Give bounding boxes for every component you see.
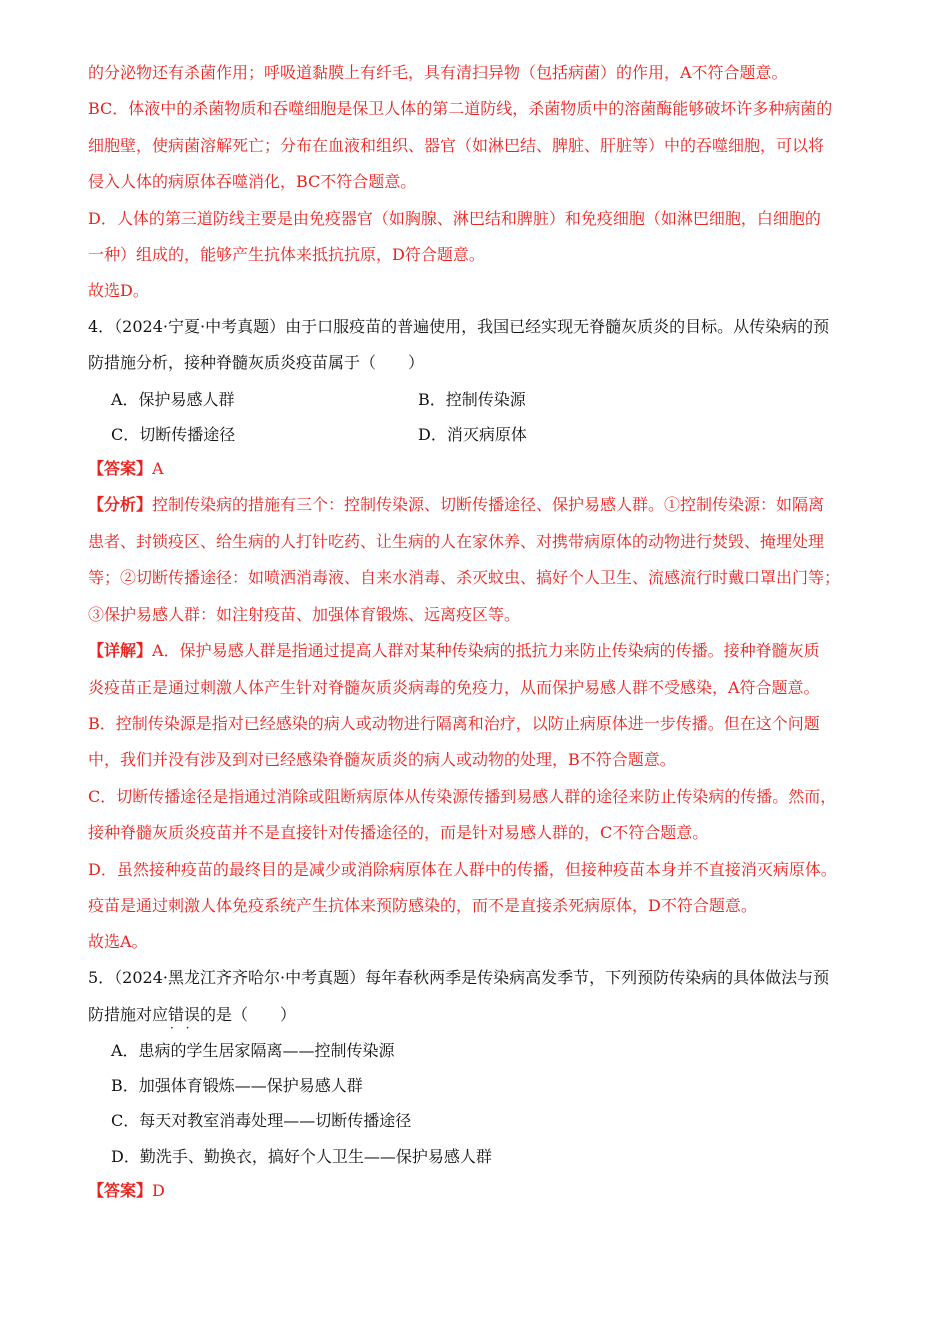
question-4-option-b: B．控制传染源 — [418, 390, 526, 409]
question-4-option-a: A．保护易感人群 — [111, 390, 235, 409]
answer-value: D — [152, 1181, 165, 1200]
detail-text: A．保护易感人群是指通过提高人群对某种传染病的抵抗力来防止传染病的传播。接种脊髓灰质 — [152, 641, 820, 660]
detail-line: 中，我们并没有涉及到对已经感染脊髓灰质炎的病人或动物的处理，B不符合题意。 — [88, 750, 676, 769]
explanation-line: 细胞壁，使病菌溶解死亡；分布在血液和组织、器官（如淋巴结、脾脏、肝脏等）中的吞噬细胞，可以将 — [88, 136, 825, 155]
conclusion-line: 故选D。 — [88, 281, 149, 300]
question-5-option-b: B．加强体育锻炼——保护易感人群 — [111, 1076, 363, 1095]
question-5-answer — [88, 1181, 165, 1201]
analysis-line: 患者、封锁疫区、给生病的人打针吃药、让生病的人在家休养、对携带病原体的动物进行焚毁、掩埋处理 — [88, 532, 825, 551]
question-4-analysis — [88, 495, 824, 515]
question-5-option-a: A．患病的学生居家隔离——控制传染源 — [111, 1041, 395, 1060]
conclusion-line: 故选A。 — [88, 932, 148, 951]
detail-tag: 【详解】 — [88, 641, 153, 660]
explanation-line: BC．体液中的杀菌物质和吞噬细胞是保卫人体的第二道防线，杀菌物质中的溶菌酶能够破坏许多种病菌的 — [88, 99, 833, 118]
stem-text: 的是（ ） — [200, 1005, 297, 1024]
detail-line: 接种脊髓灰质炎疫苗并不是直接针对传播途径的，而是针对易感人群的，C不符合题意。 — [88, 823, 709, 842]
analysis-text: 控制传染病的措施有三个：控制传染源、切断传播途径、保护易感人群。①控制传染源：如隔离 — [152, 495, 825, 514]
analysis-line: 等；②切断传播途径：如喷洒消毒液、自来水消毒、杀灭蚊虫、搞好个人卫生、流感流行时戴口罩出门等； — [88, 568, 841, 587]
detail-line: C．切断传播途径是指通过消除或阻断病原体从传染源传播到易感人群的途径来防止传染病的传播。然而， — [88, 787, 837, 806]
question-4-answer — [88, 459, 164, 479]
explanation-line: D．人体的第三道防线主要是由免疫器官（如胸腺、淋巴结和脾脏）和免疫细胞（如淋巴细胞，白细胞的 — [88, 209, 821, 228]
emphasis-text: 错误 · · — [168, 1005, 200, 1024]
question-4-stem: 4．（2024·宁夏·中考真题）由于口服疫苗的普遍使用，我国已经实现无脊髓灰质炎的目标。从传染病的预 — [88, 317, 830, 336]
stem-text: 防措施对应 — [88, 1005, 169, 1024]
detail-line: B．控制传染源是指对已经感染的病人或动物进行隔离和治疗，以防止病原体进一步传播。但在这个问题 — [88, 714, 820, 733]
question-5-stem: 5．（2024·黑龙江齐齐哈尔·中考真题）每年春秋两季是传染病高发季节，下列预防传染病的具体做法与预 — [88, 968, 830, 987]
analysis-line: ③保护易感人群：如注射疫苗、加强体育锻炼、远离疫区等。 — [88, 605, 521, 624]
question-4-option-c: C．切断传播途径 — [111, 425, 236, 444]
question-5-stem — [88, 1005, 296, 1025]
answer-tag: 【答案】 — [88, 459, 153, 478]
question-5-option-d: D．勤洗手、勤换衣，搞好个人卫生——保护易感人群 — [111, 1147, 492, 1166]
detail-line: D．虽然接种疫苗的最终目的是减少或消除病原体在人群中的传播，但接种疫苗本身并不直接消灭病原体。 — [88, 860, 837, 879]
explanation-line: 的分泌物还有杀菌作用；呼吸道黏膜上有纤毛，具有清扫异物（包括病菌）的作用，A不符合题意。 — [88, 63, 788, 82]
explanation-line: 侵入人体的病原体吞噬消化，BC不符合题意。 — [88, 172, 417, 191]
answer-value: A — [152, 459, 164, 478]
analysis-tag: 【分析】 — [88, 495, 153, 514]
explanation-line: 一种）组成的，能够产生抗体来抵抗抗原，D符合题意。 — [88, 245, 485, 264]
question-4-stem: 防措施分析，接种脊髓灰质炎疫苗属于（ ） — [88, 353, 425, 372]
question-4-option-d: D．消灭病原体 — [418, 425, 527, 444]
detail-line: 疫苗是通过刺激人体免疫系统产生抗体来预防感染的，而不是直接杀死病原体，D不符合题意。 — [88, 896, 757, 915]
question-4-detail — [88, 641, 820, 661]
detail-line: 炎疫苗正是通过刺激人体产生针对脊髓灰质炎病毒的免疫力，从而保护易感人群不受感染，A符合题意。 — [88, 678, 820, 697]
question-5-option-c: C．每天对教室消毒处理——切断传播途径 — [111, 1111, 412, 1130]
answer-tag: 【答案】 — [88, 1181, 153, 1200]
